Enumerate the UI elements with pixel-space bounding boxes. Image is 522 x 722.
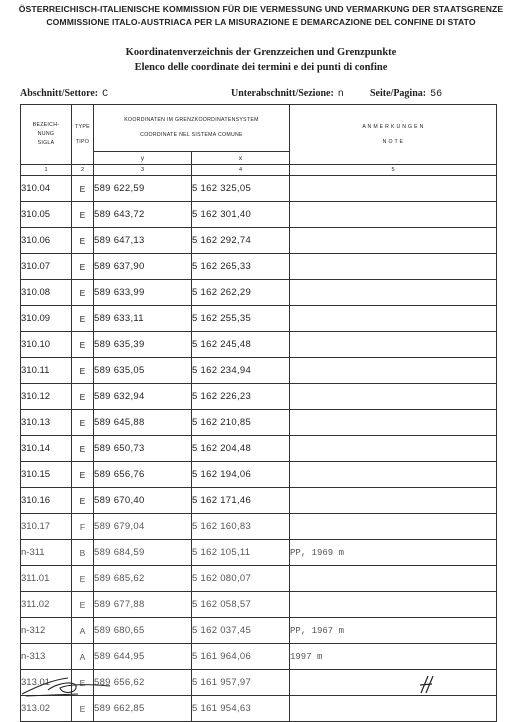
row-id: 311.01 xyxy=(21,566,72,592)
header-notes xyxy=(290,105,497,165)
table-row xyxy=(21,592,497,618)
subsection-label: Unterabschnitt/Sezione: xyxy=(231,88,334,99)
table-row xyxy=(21,462,497,488)
row-id: 310.10 xyxy=(21,332,72,358)
header-id-it: SIGLA xyxy=(37,140,55,146)
row-type: E xyxy=(72,436,94,462)
row-type: E xyxy=(72,228,94,254)
row-y: 589 679,04 xyxy=(94,514,192,540)
row-y: 589 643,72 xyxy=(94,202,192,228)
row-y: 589 632,94 xyxy=(94,384,192,410)
org-title-italian: COMMISSIONE ITALO-AUSTRIACA PER LA MISURAZIONE E DEMARCAZIONE DEL CONFINE DI STATO xyxy=(46,17,476,27)
row-id: 310.11 xyxy=(21,358,72,384)
page-field xyxy=(370,88,442,100)
header-id-de: BEZEICH- xyxy=(32,122,60,128)
row-note xyxy=(290,566,497,592)
row-x: 5 162 204,48 xyxy=(192,436,290,462)
row-y: 589 685,62 xyxy=(94,566,192,592)
row-note xyxy=(290,332,497,358)
row-x: 5 162 194,06 xyxy=(192,462,290,488)
row-note xyxy=(290,254,497,280)
doc-title-german: Koordinatenverzeichnis der Grenzzeichen und Grenzpunkte xyxy=(125,47,397,58)
row-type: E xyxy=(72,462,94,488)
section-value: C xyxy=(102,89,109,100)
page-value: 56 xyxy=(430,89,443,100)
row-y: 589 677,88 xyxy=(94,592,192,618)
row-x: 5 162 171,46 xyxy=(192,488,290,514)
row-x: 5 162 226,23 xyxy=(192,384,290,410)
col-number: 3 xyxy=(94,165,192,176)
row-note xyxy=(290,176,497,202)
row-y: 589 656,76 xyxy=(94,462,192,488)
row-y: 589 670,40 xyxy=(94,488,192,514)
row-note xyxy=(290,306,497,332)
row-note xyxy=(290,436,497,462)
row-type: E xyxy=(72,332,94,358)
row-note: PP, 1967 m xyxy=(290,618,497,644)
row-id: 310.04 xyxy=(21,176,72,202)
row-id: 311.02 xyxy=(21,592,72,618)
row-x: 5 161 954,63 xyxy=(192,696,290,722)
row-y: 589 644,95 xyxy=(94,644,192,670)
row-note xyxy=(290,670,497,696)
row-type: E xyxy=(72,280,94,306)
row-x: 5 162 210,85 xyxy=(192,410,290,436)
header-type xyxy=(72,105,94,165)
row-id: 313.01 xyxy=(21,670,72,696)
row-y: 589 656,62 xyxy=(94,670,192,696)
row-note xyxy=(290,410,497,436)
col-number: 2 xyxy=(72,165,94,176)
row-x: 5 162 160,83 xyxy=(192,514,290,540)
row-id: 310.05 xyxy=(21,202,72,228)
page-label: Seite/Pagina: xyxy=(370,88,427,99)
row-type: A xyxy=(72,618,94,644)
header-coord-it: COORDINATE NEL SISTEMA COMUNE xyxy=(140,132,243,138)
col-number: 5 xyxy=(290,165,497,176)
header-notes-it: N O T E xyxy=(382,138,404,145)
coordinate-table xyxy=(20,104,497,722)
row-id: n-313 xyxy=(21,644,72,670)
row-id: 310.14 xyxy=(21,436,72,462)
header-id-de2: NUNG xyxy=(37,131,55,137)
row-y: 589 684,59 xyxy=(94,540,192,566)
row-y: 589 647,13 xyxy=(94,228,192,254)
row-id: 310.15 xyxy=(21,462,72,488)
table-row xyxy=(21,176,497,202)
row-id: 310.09 xyxy=(21,306,72,332)
row-note xyxy=(290,280,497,306)
header-y: y xyxy=(94,152,192,165)
table-row xyxy=(21,618,497,644)
row-note xyxy=(290,462,497,488)
row-note: 1997 m xyxy=(290,644,497,670)
row-note xyxy=(290,488,497,514)
header-notes-de: A N M E R K U N G E N xyxy=(362,123,424,130)
row-type: F xyxy=(72,514,94,540)
row-x: 5 162 037,45 xyxy=(192,618,290,644)
table-row xyxy=(21,514,497,540)
row-x: 5 162 292,74 xyxy=(192,228,290,254)
row-y: 589 635,05 xyxy=(94,358,192,384)
header-type-it: TIPO xyxy=(75,138,90,145)
table-row xyxy=(21,358,497,384)
row-note xyxy=(290,592,497,618)
row-type: E xyxy=(72,410,94,436)
table-row xyxy=(21,332,497,358)
row-note: PP, 1969 m xyxy=(290,540,497,566)
subsection-field xyxy=(231,88,344,100)
row-x: 5 162 262,29 xyxy=(192,280,290,306)
row-y: 589 635,39 xyxy=(94,332,192,358)
row-id: 310.17 xyxy=(21,514,72,540)
section-field xyxy=(20,88,108,100)
table-row xyxy=(21,644,497,670)
table-row xyxy=(21,540,497,566)
row-y: 589 662,85 xyxy=(94,696,192,722)
table-row xyxy=(21,202,497,228)
row-type: B xyxy=(72,540,94,566)
row-note xyxy=(290,514,497,540)
table-row xyxy=(21,488,497,514)
header-coordinates xyxy=(94,105,290,152)
row-id: 310.13 xyxy=(21,410,72,436)
row-type: E xyxy=(72,176,94,202)
table-row xyxy=(21,566,497,592)
row-x: 5 162 255,35 xyxy=(192,306,290,332)
table-row xyxy=(21,280,497,306)
table-row xyxy=(21,384,497,410)
signature-right xyxy=(418,673,438,695)
row-id: 310.12 xyxy=(21,384,72,410)
row-note xyxy=(290,696,497,722)
col-number: 4 xyxy=(192,165,290,176)
row-y: 589 633,99 xyxy=(94,280,192,306)
row-x: 5 162 080,07 xyxy=(192,566,290,592)
table-row xyxy=(21,254,497,280)
row-type: E xyxy=(72,488,94,514)
row-y: 589 680,65 xyxy=(94,618,192,644)
doc-title-italian: Elenco delle coordinate dei termini e dei punti di confine xyxy=(134,62,388,73)
row-type: A xyxy=(72,644,94,670)
section-label: Abschnitt/Settore: xyxy=(20,88,99,99)
row-id: n-311 xyxy=(21,540,72,566)
row-x: 5 162 325,05 xyxy=(192,176,290,202)
table-row xyxy=(21,696,497,722)
row-y: 589 633,11 xyxy=(94,306,192,332)
signature-left xyxy=(18,672,118,698)
row-id: n-312 xyxy=(21,618,72,644)
row-x: 5 161 957,97 xyxy=(192,670,290,696)
row-x: 5 162 265,33 xyxy=(192,254,290,280)
row-id: 310.06 xyxy=(21,228,72,254)
header-id xyxy=(21,105,72,165)
row-id: 310.16 xyxy=(21,488,72,514)
row-x: 5 162 245,48 xyxy=(192,332,290,358)
row-type: E xyxy=(72,670,94,696)
table-row xyxy=(21,306,497,332)
row-id: 313.02 xyxy=(21,696,72,722)
row-y: 589 622,59 xyxy=(94,176,192,202)
row-note xyxy=(290,358,497,384)
row-x: 5 162 105,11 xyxy=(192,540,290,566)
header-x: x xyxy=(192,152,290,165)
subsection-value: n xyxy=(337,89,344,100)
row-x: 5 162 301,40 xyxy=(192,202,290,228)
table-row xyxy=(21,228,497,254)
row-x: 5 162 058,57 xyxy=(192,592,290,618)
row-type: E xyxy=(72,358,94,384)
org-title-german: ÖSTERREICHISCH-ITALIENISCHE KOMMISSION FÜR DIE VERMESSUNG UND VERMARKUNG DER STAATSGRENZE xyxy=(18,4,504,14)
row-note xyxy=(290,228,497,254)
table-row xyxy=(21,410,497,436)
row-y: 589 650,73 xyxy=(94,436,192,462)
row-note xyxy=(290,384,497,410)
row-type: E xyxy=(72,306,94,332)
table-row xyxy=(21,436,497,462)
row-type: E xyxy=(72,592,94,618)
table-body xyxy=(21,176,497,722)
row-type: E xyxy=(72,566,94,592)
header-coord-de: KOORDINATEN IM GRENZKOORDINATENSYSTEM xyxy=(124,117,259,123)
row-id: 310.08 xyxy=(21,280,72,306)
row-type: E xyxy=(72,254,94,280)
header-type-de: TYPE xyxy=(75,123,90,130)
row-note xyxy=(290,202,497,228)
row-y: 589 645,88 xyxy=(94,410,192,436)
row-id: 310.07 xyxy=(21,254,72,280)
row-x: 5 162 234,94 xyxy=(192,358,290,384)
row-type: E xyxy=(72,384,94,410)
row-type: E xyxy=(72,696,94,722)
row-y: 589 637,90 xyxy=(94,254,192,280)
row-x: 5 161 964,06 xyxy=(192,644,290,670)
col-number: 1 xyxy=(21,165,72,176)
row-type: E xyxy=(72,202,94,228)
